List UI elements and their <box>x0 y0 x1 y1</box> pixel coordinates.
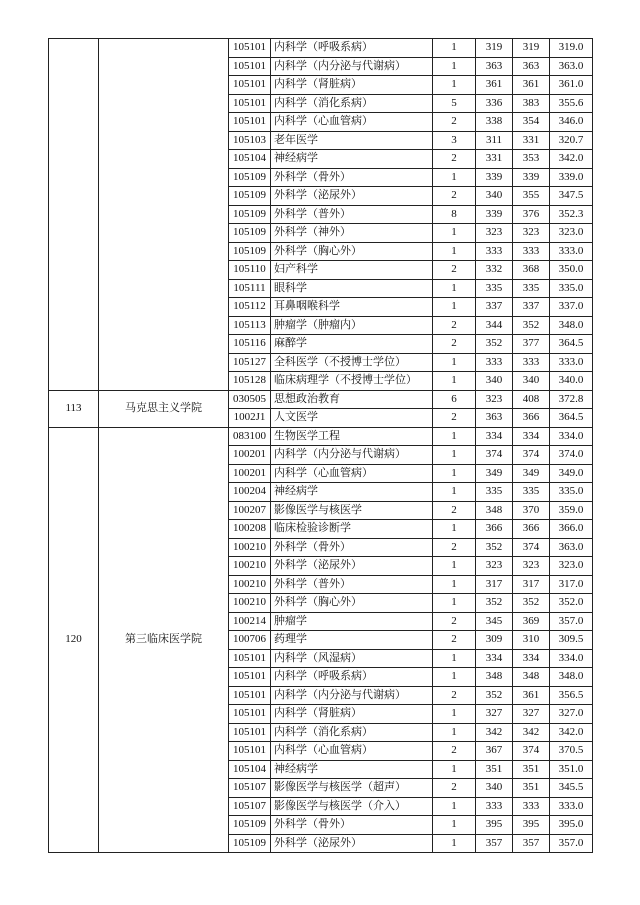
admitted-count: 1 <box>433 57 476 76</box>
major-code: 100201 <box>229 464 271 483</box>
major-code: 100201 <box>229 446 271 465</box>
major-code: 105109 <box>229 205 271 224</box>
avg-score: 347.5 <box>550 187 593 206</box>
major-name: 外科学（骨外） <box>271 816 433 835</box>
admitted-count: 2 <box>433 187 476 206</box>
major-name: 全科医学（不授博士学位） <box>271 353 433 372</box>
min-score: 333 <box>476 242 513 261</box>
avg-score: 350.0 <box>550 261 593 280</box>
max-score: 323 <box>513 557 550 576</box>
admitted-count: 3 <box>433 131 476 150</box>
major-code: 105107 <box>229 797 271 816</box>
major-code: 100204 <box>229 483 271 502</box>
major-code: 105101 <box>229 649 271 668</box>
min-score: 342 <box>476 723 513 742</box>
major-name: 影像医学与核医学 <box>271 501 433 520</box>
major-name: 内科学（心血管病） <box>271 464 433 483</box>
admitted-count: 2 <box>433 316 476 335</box>
min-score: 332 <box>476 261 513 280</box>
major-code: 100210 <box>229 575 271 594</box>
min-score: 319 <box>476 39 513 58</box>
major-code: 100210 <box>229 594 271 613</box>
admitted-count: 1 <box>433 464 476 483</box>
avg-score: 339.0 <box>550 168 593 187</box>
major-code: 105101 <box>229 742 271 761</box>
major-name: 内科学（呼吸系病） <box>271 668 433 687</box>
avg-score: 372.8 <box>550 390 593 409</box>
min-score: 348 <box>476 668 513 687</box>
admitted-count: 2 <box>433 501 476 520</box>
major-code: 105101 <box>229 76 271 95</box>
major-name: 思想政治教育 <box>271 390 433 409</box>
major-name: 影像医学与核医学（介入） <box>271 797 433 816</box>
major-code: 105116 <box>229 335 271 354</box>
major-name: 影像医学与核医学（超声） <box>271 779 433 798</box>
max-score: 374 <box>513 742 550 761</box>
major-name: 老年医学 <box>271 131 433 150</box>
major-code: 105109 <box>229 816 271 835</box>
major-name: 眼科学 <box>271 279 433 298</box>
admitted-count: 2 <box>433 113 476 132</box>
major-code: 100207 <box>229 501 271 520</box>
avg-score: 334.0 <box>550 649 593 668</box>
major-name: 外科学（胸心外） <box>271 594 433 613</box>
admitted-count: 1 <box>433 242 476 261</box>
college-name: 第三临床医学院 <box>99 427 229 853</box>
admitted-count: 1 <box>433 816 476 835</box>
major-name: 临床检验诊断学 <box>271 520 433 539</box>
major-name: 内科学（内分泌与代谢病） <box>271 446 433 465</box>
major-code: 105109 <box>229 168 271 187</box>
college-code: 113 <box>49 390 99 427</box>
major-code: 105109 <box>229 834 271 853</box>
max-score: 351 <box>513 779 550 798</box>
min-score: 309 <box>476 631 513 650</box>
min-score: 335 <box>476 483 513 502</box>
max-score: 353 <box>513 150 550 169</box>
avg-score: 370.5 <box>550 742 593 761</box>
major-name: 内科学（肾脏病） <box>271 76 433 95</box>
admitted-count: 1 <box>433 446 476 465</box>
major-code: 105101 <box>229 113 271 132</box>
max-score: 342 <box>513 723 550 742</box>
avg-score: 323.0 <box>550 224 593 243</box>
admitted-count: 1 <box>433 168 476 187</box>
min-score: 317 <box>476 575 513 594</box>
min-score: 331 <box>476 150 513 169</box>
avg-score: 349.0 <box>550 464 593 483</box>
max-score: 357 <box>513 834 550 853</box>
admitted-count: 1 <box>433 797 476 816</box>
max-score: 361 <box>513 76 550 95</box>
avg-score: 366.0 <box>550 520 593 539</box>
avg-score: 352.3 <box>550 205 593 224</box>
avg-score: 355.6 <box>550 94 593 113</box>
major-code: 100706 <box>229 631 271 650</box>
admitted-count: 1 <box>433 76 476 95</box>
major-name: 外科学（泌尿外） <box>271 557 433 576</box>
avg-score: 342.0 <box>550 723 593 742</box>
admitted-count: 1 <box>433 520 476 539</box>
major-code: 105107 <box>229 779 271 798</box>
admitted-count: 1 <box>433 483 476 502</box>
major-code: 100210 <box>229 557 271 576</box>
avg-score: 320.7 <box>550 131 593 150</box>
major-name: 临床病理学（不授博士学位） <box>271 372 433 391</box>
avg-score: 357.0 <box>550 834 593 853</box>
admitted-count: 2 <box>433 686 476 705</box>
max-score: 408 <box>513 390 550 409</box>
admitted-count: 2 <box>433 612 476 631</box>
major-name: 外科学（普外） <box>271 575 433 594</box>
max-score: 339 <box>513 168 550 187</box>
max-score: 354 <box>513 113 550 132</box>
major-name: 妇产科学 <box>271 261 433 280</box>
major-name: 内科学（内分泌与代谢病） <box>271 57 433 76</box>
max-score: 368 <box>513 261 550 280</box>
min-score: 323 <box>476 224 513 243</box>
major-name: 内科学（消化系病） <box>271 94 433 113</box>
max-score: 333 <box>513 353 550 372</box>
major-name: 外科学（普外） <box>271 205 433 224</box>
admitted-count: 1 <box>433 649 476 668</box>
admitted-count: 1 <box>433 705 476 724</box>
major-name: 内科学（心血管病） <box>271 113 433 132</box>
major-name: 肿瘤学（肿瘤内） <box>271 316 433 335</box>
major-code: 105101 <box>229 57 271 76</box>
max-score: 366 <box>513 520 550 539</box>
min-score: 340 <box>476 187 513 206</box>
max-score: 370 <box>513 501 550 520</box>
major-name: 外科学（胸心外） <box>271 242 433 261</box>
avg-score: 351.0 <box>550 760 593 779</box>
major-code: 105127 <box>229 353 271 372</box>
admitted-count: 8 <box>433 205 476 224</box>
avg-score: 335.0 <box>550 483 593 502</box>
max-score: 331 <box>513 131 550 150</box>
avg-score: 323.0 <box>550 557 593 576</box>
admitted-count: 1 <box>433 353 476 372</box>
max-score: 337 <box>513 298 550 317</box>
min-score: 333 <box>476 353 513 372</box>
admitted-count: 1 <box>433 298 476 317</box>
max-score: 377 <box>513 335 550 354</box>
min-score: 344 <box>476 316 513 335</box>
min-score: 352 <box>476 335 513 354</box>
min-score: 363 <box>476 409 513 428</box>
max-score: 348 <box>513 668 550 687</box>
max-score: 369 <box>513 612 550 631</box>
max-score: 333 <box>513 242 550 261</box>
admitted-count: 2 <box>433 779 476 798</box>
avg-score: 348.0 <box>550 668 593 687</box>
avg-score: 333.0 <box>550 797 593 816</box>
avg-score: 317.0 <box>550 575 593 594</box>
max-score: 351 <box>513 760 550 779</box>
major-code: 105113 <box>229 316 271 335</box>
min-score: 311 <box>476 131 513 150</box>
avg-score: 395.0 <box>550 816 593 835</box>
admitted-count: 1 <box>433 575 476 594</box>
avg-score: 333.0 <box>550 353 593 372</box>
avg-score: 309.5 <box>550 631 593 650</box>
min-score: 361 <box>476 76 513 95</box>
min-score: 334 <box>476 649 513 668</box>
max-score: 376 <box>513 205 550 224</box>
max-score: 333 <box>513 797 550 816</box>
max-score: 327 <box>513 705 550 724</box>
major-name: 内科学（呼吸系病） <box>271 39 433 58</box>
max-score: 323 <box>513 224 550 243</box>
major-name: 内科学（心血管病） <box>271 742 433 761</box>
min-score: 357 <box>476 834 513 853</box>
admitted-count: 1 <box>433 279 476 298</box>
avg-score: 357.0 <box>550 612 593 631</box>
admitted-count: 1 <box>433 723 476 742</box>
table-body <box>49 39 593 853</box>
major-code: 105112 <box>229 298 271 317</box>
major-code: 100210 <box>229 538 271 557</box>
major-code: 105109 <box>229 224 271 243</box>
min-score: 327 <box>476 705 513 724</box>
max-score: 374 <box>513 538 550 557</box>
max-score: 352 <box>513 316 550 335</box>
major-name: 外科学（泌尿外） <box>271 834 433 853</box>
major-code: 105101 <box>229 705 271 724</box>
min-score: 363 <box>476 57 513 76</box>
major-code: 105103 <box>229 131 271 150</box>
major-name: 外科学（泌尿外） <box>271 187 433 206</box>
avg-score: 364.5 <box>550 409 593 428</box>
avg-score: 327.0 <box>550 705 593 724</box>
admitted-count: 1 <box>433 668 476 687</box>
avg-score: 345.5 <box>550 779 593 798</box>
min-score: 334 <box>476 427 513 446</box>
min-score: 335 <box>476 279 513 298</box>
max-score: 361 <box>513 686 550 705</box>
admitted-count: 2 <box>433 631 476 650</box>
major-code: 105101 <box>229 668 271 687</box>
major-code: 105110 <box>229 261 271 280</box>
major-name: 内科学（消化系病） <box>271 723 433 742</box>
max-score: 335 <box>513 279 550 298</box>
avg-score: 359.0 <box>550 501 593 520</box>
max-score: 363 <box>513 57 550 76</box>
avg-score: 346.0 <box>550 113 593 132</box>
max-score: 335 <box>513 483 550 502</box>
college-code: 120 <box>49 427 99 853</box>
min-score: 352 <box>476 538 513 557</box>
admitted-count: 1 <box>433 427 476 446</box>
min-score: 374 <box>476 446 513 465</box>
college-name: 马克思主义学院 <box>99 390 229 427</box>
max-score: 317 <box>513 575 550 594</box>
min-score: 348 <box>476 501 513 520</box>
min-score: 367 <box>476 742 513 761</box>
major-name: 内科学（风湿病） <box>271 649 433 668</box>
major-code: 105109 <box>229 187 271 206</box>
max-score: 352 <box>513 594 550 613</box>
admitted-count: 2 <box>433 335 476 354</box>
max-score: 383 <box>513 94 550 113</box>
max-score: 395 <box>513 816 550 835</box>
min-score: 395 <box>476 816 513 835</box>
major-name: 外科学（神外） <box>271 224 433 243</box>
min-score: 366 <box>476 520 513 539</box>
major-code: 105111 <box>229 279 271 298</box>
college-name <box>99 39 229 391</box>
major-name: 人文医学 <box>271 409 433 428</box>
max-score: 349 <box>513 464 550 483</box>
admitted-count: 2 <box>433 409 476 428</box>
max-score: 319 <box>513 39 550 58</box>
admission-score-table <box>48 38 593 853</box>
avg-score: 361.0 <box>550 76 593 95</box>
table-row <box>49 390 593 409</box>
major-name: 神经病学 <box>271 760 433 779</box>
admitted-count: 1 <box>433 372 476 391</box>
admitted-count: 6 <box>433 390 476 409</box>
admitted-count: 1 <box>433 760 476 779</box>
min-score: 339 <box>476 205 513 224</box>
table-row <box>49 427 593 446</box>
max-score: 334 <box>513 427 550 446</box>
admitted-count: 2 <box>433 742 476 761</box>
min-score: 349 <box>476 464 513 483</box>
avg-score: 363.0 <box>550 57 593 76</box>
min-score: 345 <box>476 612 513 631</box>
min-score: 340 <box>476 372 513 391</box>
min-score: 339 <box>476 168 513 187</box>
max-score: 374 <box>513 446 550 465</box>
major-code: 105101 <box>229 686 271 705</box>
min-score: 336 <box>476 94 513 113</box>
admitted-count: 1 <box>433 557 476 576</box>
avg-score: 340.0 <box>550 372 593 391</box>
admitted-count: 2 <box>433 261 476 280</box>
major-code: 105101 <box>229 723 271 742</box>
major-name: 内科学（内分泌与代谢病） <box>271 686 433 705</box>
admitted-count: 2 <box>433 538 476 557</box>
major-code: 105109 <box>229 242 271 261</box>
admitted-count: 1 <box>433 594 476 613</box>
min-score: 352 <box>476 686 513 705</box>
major-code: 083100 <box>229 427 271 446</box>
avg-score: 337.0 <box>550 298 593 317</box>
major-name: 肿瘤学 <box>271 612 433 631</box>
min-score: 351 <box>476 760 513 779</box>
major-code: 105104 <box>229 760 271 779</box>
avg-score: 342.0 <box>550 150 593 169</box>
major-name: 生物医学工程 <box>271 427 433 446</box>
avg-score: 363.0 <box>550 538 593 557</box>
major-name: 外科学（骨外） <box>271 168 433 187</box>
major-name: 药理学 <box>271 631 433 650</box>
avg-score: 334.0 <box>550 427 593 446</box>
major-code: 100214 <box>229 612 271 631</box>
major-code: 105101 <box>229 94 271 113</box>
major-name: 外科学（骨外） <box>271 538 433 557</box>
major-name: 内科学（肾脏病） <box>271 705 433 724</box>
admitted-count: 2 <box>433 150 476 169</box>
avg-score: 356.5 <box>550 686 593 705</box>
avg-score: 352.0 <box>550 594 593 613</box>
min-score: 337 <box>476 298 513 317</box>
min-score: 340 <box>476 779 513 798</box>
avg-score: 333.0 <box>550 242 593 261</box>
major-code: 030505 <box>229 390 271 409</box>
admitted-count: 1 <box>433 834 476 853</box>
avg-score: 374.0 <box>550 446 593 465</box>
min-score: 352 <box>476 594 513 613</box>
major-name: 麻醉学 <box>271 335 433 354</box>
table-row <box>49 39 593 58</box>
avg-score: 348.0 <box>550 316 593 335</box>
major-code: 100208 <box>229 520 271 539</box>
avg-score: 319.0 <box>550 39 593 58</box>
max-score: 355 <box>513 187 550 206</box>
major-code: 105128 <box>229 372 271 391</box>
avg-score: 364.5 <box>550 335 593 354</box>
major-name: 耳鼻咽喉科学 <box>271 298 433 317</box>
admitted-count: 5 <box>433 94 476 113</box>
admitted-count: 1 <box>433 39 476 58</box>
major-code: 105101 <box>229 39 271 58</box>
max-score: 340 <box>513 372 550 391</box>
major-code: 105104 <box>229 150 271 169</box>
college-code <box>49 39 99 391</box>
max-score: 366 <box>513 409 550 428</box>
admitted-count: 1 <box>433 224 476 243</box>
major-name: 神经病学 <box>271 483 433 502</box>
min-score: 333 <box>476 797 513 816</box>
min-score: 338 <box>476 113 513 132</box>
major-name: 神经病学 <box>271 150 433 169</box>
min-score: 323 <box>476 390 513 409</box>
max-score: 334 <box>513 649 550 668</box>
max-score: 310 <box>513 631 550 650</box>
min-score: 323 <box>476 557 513 576</box>
major-code: 1002J1 <box>229 409 271 428</box>
avg-score: 335.0 <box>550 279 593 298</box>
